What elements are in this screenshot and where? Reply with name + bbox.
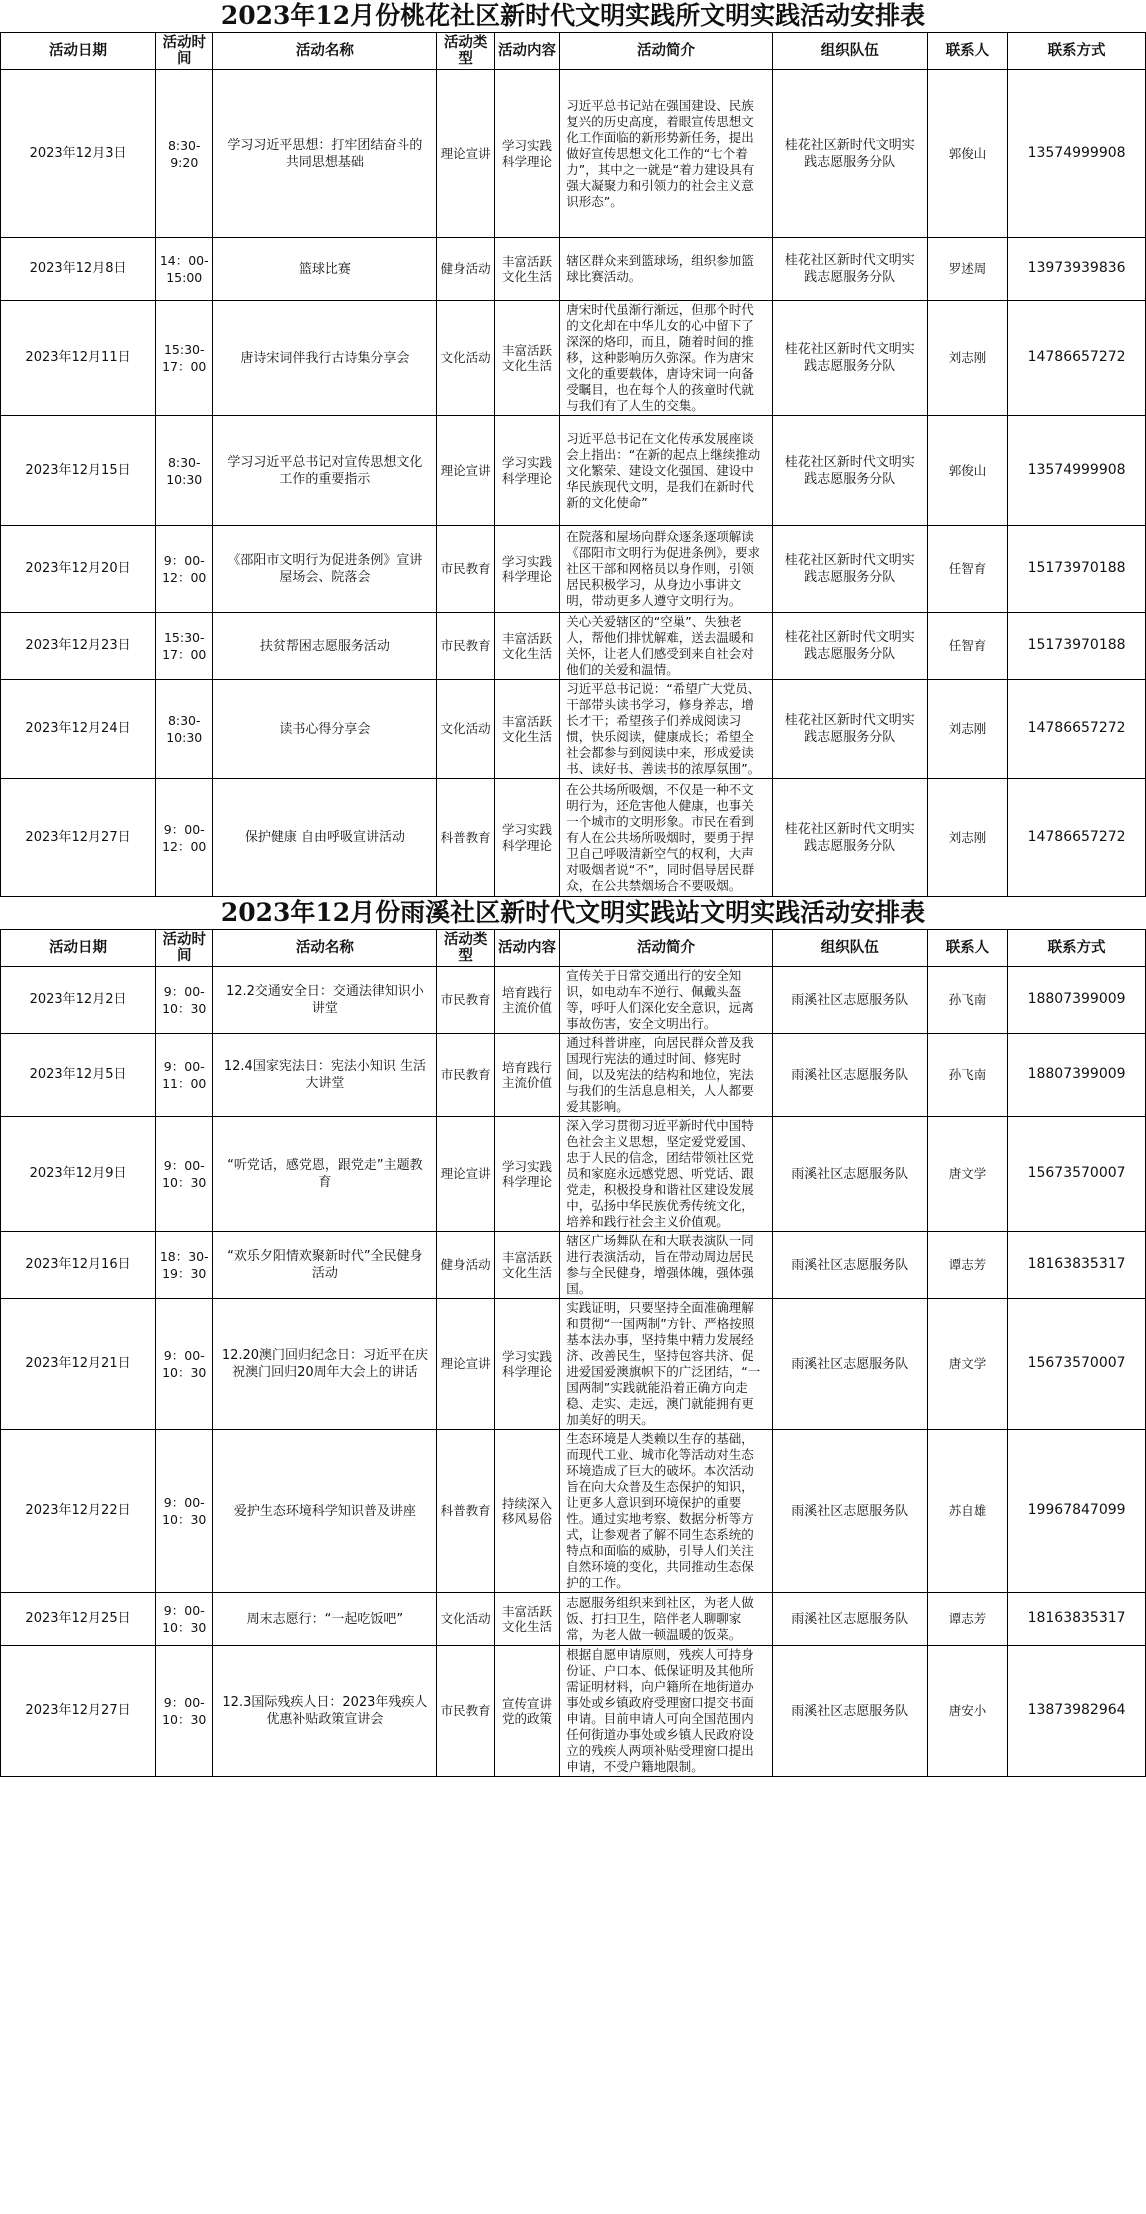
header-row bbox=[1, 33, 1146, 70]
contact-cell: 刘志刚 bbox=[927, 680, 1007, 779]
team-cell: 桂花社区新时代文明实践志愿服务分队 bbox=[772, 238, 927, 301]
intro-cell: 在公共场所吸烟，不仅是一种不文明行为，还危害他人健康，也事关一个城市的文明形象。市民在看到有人在公共场所吸烟时，要勇于捍卫自己呼吸清新空气的权利，大声对吸烟者说“不”，同时倡导居民群众，在公共禁烟场合不要吸烟。 bbox=[560, 779, 772, 897]
phone-cell: 15173970188 bbox=[1008, 613, 1146, 680]
contact-cell: 刘志刚 bbox=[927, 779, 1007, 897]
date-cell: 2023年12月27日 bbox=[1, 1646, 156, 1777]
table-title: 2023年12月份雨溪社区新时代文明实践站文明实践活动安排表 bbox=[220, 898, 926, 927]
team-cell: 雨溪社区志愿服务队 bbox=[772, 1299, 927, 1430]
time-cell: 9：00-10：30 bbox=[156, 1299, 213, 1430]
time-cell: 8:30-10:30 bbox=[156, 680, 213, 779]
table-row bbox=[1, 1299, 1146, 1430]
time-cell: 9：00-11：00 bbox=[156, 1034, 213, 1117]
time-cell: 14：00-15:00 bbox=[156, 238, 213, 301]
contact-cell: 任智育 bbox=[927, 613, 1007, 680]
content-cell: 持续深入移风易俗 bbox=[494, 1430, 559, 1593]
content-cell: 丰富活跃文化生活 bbox=[494, 680, 559, 779]
table-row bbox=[1, 967, 1146, 1034]
column-header: 活动内容 bbox=[494, 33, 559, 70]
activity-name-cell: 学习习近平总书记对宣传思想文化工作的重要指示 bbox=[213, 416, 437, 526]
column-header: 活动简介 bbox=[560, 930, 772, 967]
content-cell: 培育践行主流价值 bbox=[494, 967, 559, 1034]
time-cell: 9：00-12：00 bbox=[156, 526, 213, 613]
activity-name-cell: 12.20澳门回归纪念日：习近平在庆祝澳门回归20周年大会上的讲话 bbox=[213, 1299, 437, 1430]
content-cell: 培育践行主流价值 bbox=[494, 1034, 559, 1117]
table-row bbox=[1, 1117, 1146, 1232]
table-row bbox=[1, 1430, 1146, 1593]
time-cell: 9：00-10：30 bbox=[156, 1593, 213, 1646]
team-cell: 雨溪社区志愿服务队 bbox=[772, 1034, 927, 1117]
column-header: 活动简介 bbox=[560, 33, 772, 70]
column-header: 联系人 bbox=[927, 33, 1007, 70]
column-header: 活动日期 bbox=[1, 930, 156, 967]
team-cell: 雨溪社区志愿服务队 bbox=[772, 1232, 927, 1299]
content-cell: 丰富活跃文化生活 bbox=[494, 1232, 559, 1299]
column-header: 活动类型 bbox=[437, 33, 494, 70]
table-row bbox=[1, 238, 1146, 301]
table-title: 2023年12月份桃花社区新时代文明实践所文明实践活动安排表 bbox=[220, 1, 926, 30]
date-cell: 2023年12月21日 bbox=[1, 1299, 156, 1430]
time-cell: 15:30-17：00 bbox=[156, 301, 213, 416]
type-cell: 市民教育 bbox=[437, 967, 494, 1034]
contact-cell: 唐文学 bbox=[927, 1299, 1007, 1430]
activity-name-cell: 12.4国家宪法日：宪法小知识 生活大讲堂 bbox=[213, 1034, 437, 1117]
table-row bbox=[1, 779, 1146, 897]
phone-cell: 19967847099 bbox=[1008, 1430, 1146, 1593]
time-cell: 8:30-9:20 bbox=[156, 70, 213, 238]
team-cell: 雨溪社区志愿服务队 bbox=[772, 1430, 927, 1593]
contact-cell: 谭志芳 bbox=[927, 1593, 1007, 1646]
intro-cell: 习近平总书记在文化传承发展座谈会上指出：“在新的起点上继续推动文化繁荣、建设文化强国、建设中华民族现代文明，是我们在新时代新的文化使命” bbox=[560, 416, 772, 526]
column-header: 活动名称 bbox=[213, 930, 437, 967]
phone-cell: 18807399009 bbox=[1008, 1034, 1146, 1117]
intro-cell: 唐宋时代虽渐行渐远，但那个时代的文化却在中华儿女的心中留下了深深的烙印，而且，随着时间的推移，这种影响历久弥深。作为唐宋文化的重要载体，唐诗宋词一向备受瞩目，也在每个人的孩童时代就与我们有了人生的交集。 bbox=[560, 301, 772, 416]
date-cell: 2023年12月15日 bbox=[1, 416, 156, 526]
content-cell: 丰富活跃文化生活 bbox=[494, 301, 559, 416]
activity-name-cell: 《邵阳市文明行为促进条例》宣讲屋场会、院落会 bbox=[213, 526, 437, 613]
activity-name-cell: 周末志愿行：“一起吃饭吧” bbox=[213, 1593, 437, 1646]
column-header: 活动类型 bbox=[437, 930, 494, 967]
phone-cell: 18163835317 bbox=[1008, 1593, 1146, 1646]
activity-name-cell: 扶贫帮困志愿服务活动 bbox=[213, 613, 437, 680]
type-cell: 市民教育 bbox=[437, 1034, 494, 1117]
team-cell: 雨溪社区志愿服务队 bbox=[772, 967, 927, 1034]
phone-cell: 14786657272 bbox=[1008, 301, 1146, 416]
date-cell: 2023年12月23日 bbox=[1, 613, 156, 680]
date-cell: 2023年12月20日 bbox=[1, 526, 156, 613]
date-cell: 2023年12月27日 bbox=[1, 779, 156, 897]
intro-cell: 习近平总书记说：“希望广大党员、干部带头读书学习，修身养志，增长才干；希望孩子们养成阅读习惯，快乐阅读，健康成长；希望全社会都参与到阅读中来，形成爱读书、读好书、善读书的浓厚氛围”。 bbox=[560, 680, 772, 779]
table-row bbox=[1, 416, 1146, 526]
content-cell: 学习实践科学理论 bbox=[494, 1299, 559, 1430]
phone-cell: 13973939836 bbox=[1008, 238, 1146, 301]
contact-cell: 谭志芳 bbox=[927, 1232, 1007, 1299]
time-cell: 8:30-10:30 bbox=[156, 416, 213, 526]
intro-cell: 通过科普讲座，向居民群众普及我国现行宪法的通过时间、修宪时间，以及宪法的结构和地位，宪法与我们的生活息息相关，人人都要爱其影响。 bbox=[560, 1034, 772, 1117]
activity-name-cell: 读书心得分享会 bbox=[213, 680, 437, 779]
type-cell: 健身活动 bbox=[437, 1232, 494, 1299]
type-cell: 文化活动 bbox=[437, 1593, 494, 1646]
type-cell: 科普教育 bbox=[437, 1430, 494, 1593]
contact-cell: 郭俊山 bbox=[927, 416, 1007, 526]
content-cell: 学习实践科学理论 bbox=[494, 416, 559, 526]
column-header: 活动内容 bbox=[494, 930, 559, 967]
type-cell: 市民教育 bbox=[437, 526, 494, 613]
intro-cell: 实践证明，只要坚持全面准确理解和贯彻“一国两制”方针、严格按照基本法办事，坚持集中精力发展经济、改善民生，坚持包容共济、促进爱国爱澳旗帜下的广泛团结，“一国两制”实践就能沿着正确方向走稳、走实、走远，澳门就能拥有更加美好的明天。 bbox=[560, 1299, 772, 1430]
table-row bbox=[1, 526, 1146, 613]
activity-name-cell: 12.3国际残疾人日：2023年残疾人优惠补贴政策宣讲会 bbox=[213, 1646, 437, 1777]
phone-cell: 13574999908 bbox=[1008, 416, 1146, 526]
date-cell: 2023年12月2日 bbox=[1, 967, 156, 1034]
table-row bbox=[1, 613, 1146, 680]
team-cell: 桂花社区新时代文明实践志愿服务分队 bbox=[772, 526, 927, 613]
contact-cell: 刘志刚 bbox=[927, 301, 1007, 416]
type-cell: 科普教育 bbox=[437, 779, 494, 897]
activity-table bbox=[0, 929, 1146, 1777]
team-cell: 雨溪社区志愿服务队 bbox=[772, 1593, 927, 1646]
team-cell: 桂花社区新时代文明实践志愿服务分队 bbox=[772, 680, 927, 779]
intro-cell: 根据自愿申请原则，残疾人可持身份证、户口本、低保证明及其他所需证明材料，向户籍所在地街道办事处或乡镇政府受理窗口提交书面申请。目前申请人可向全国范围内任何街道办事处或乡镇人民政府设立的残疾人两项补贴受理窗口提出申请，不受户籍地限制。 bbox=[560, 1646, 772, 1777]
type-cell: 理论宣讲 bbox=[437, 1299, 494, 1430]
contact-cell: 孙飞南 bbox=[927, 967, 1007, 1034]
date-cell: 2023年12月22日 bbox=[1, 1430, 156, 1593]
content-cell: 学习实践科学理论 bbox=[494, 526, 559, 613]
phone-cell: 14786657272 bbox=[1008, 779, 1146, 897]
activity-name-cell: 12.2交通安全日：交通法律知识小讲堂 bbox=[213, 967, 437, 1034]
phone-cell: 15673570007 bbox=[1008, 1117, 1146, 1232]
date-cell: 2023年12月16日 bbox=[1, 1232, 156, 1299]
column-header: 组织队伍 bbox=[772, 930, 927, 967]
content-cell: 丰富活跃文化生活 bbox=[494, 1593, 559, 1646]
time-cell: 9：00-10：30 bbox=[156, 1646, 213, 1777]
activity-table bbox=[0, 32, 1146, 897]
activity-name-cell: 爱护生态环境科学知识普及讲座 bbox=[213, 1430, 437, 1593]
contact-cell: 郭俊山 bbox=[927, 70, 1007, 238]
table-row bbox=[1, 1232, 1146, 1299]
contact-cell: 唐文学 bbox=[927, 1117, 1007, 1232]
date-cell: 2023年12月5日 bbox=[1, 1034, 156, 1117]
phone-cell: 14786657272 bbox=[1008, 680, 1146, 779]
type-cell: 理论宣讲 bbox=[437, 1117, 494, 1232]
contact-cell: 任智育 bbox=[927, 526, 1007, 613]
table-row bbox=[1, 1034, 1146, 1117]
team-cell: 桂花社区新时代文明实践志愿服务分队 bbox=[772, 779, 927, 897]
contact-cell: 苏自雄 bbox=[927, 1430, 1007, 1593]
phone-cell: 13574999908 bbox=[1008, 70, 1146, 238]
phone-cell: 18163835317 bbox=[1008, 1232, 1146, 1299]
table-row bbox=[1, 1646, 1146, 1777]
date-cell: 2023年12月3日 bbox=[1, 70, 156, 238]
date-cell: 2023年12月8日 bbox=[1, 238, 156, 301]
intro-cell: 关心关爱辖区的“空巢”、失独老人，帮他们排忧解难，送去温暖和关怀，让老人们感受到来自社会对他们的关爱和温情。 bbox=[560, 613, 772, 680]
activity-name-cell: 保护健康 自由呼吸宣讲活动 bbox=[213, 779, 437, 897]
type-cell: 文化活动 bbox=[437, 301, 494, 416]
time-cell: 18：30-19：30 bbox=[156, 1232, 213, 1299]
table-row bbox=[1, 1593, 1146, 1646]
schedule-section-0 bbox=[0, 0, 1146, 897]
team-cell: 桂花社区新时代文明实践志愿服务分队 bbox=[772, 416, 927, 526]
team-cell: 桂花社区新时代文明实践志愿服务分队 bbox=[772, 70, 927, 238]
time-cell: 15:30-17：00 bbox=[156, 613, 213, 680]
table-row bbox=[1, 301, 1146, 416]
type-cell: 文化活动 bbox=[437, 680, 494, 779]
phone-cell: 15673570007 bbox=[1008, 1299, 1146, 1430]
intro-cell: 辖区广场舞队在和大联表演队一同进行表演活动，旨在带动周边居民参与全民健身，增强体魄，强体强国。 bbox=[560, 1232, 772, 1299]
column-header: 活动时间 bbox=[156, 930, 213, 967]
content-cell: 学习实践科学理论 bbox=[494, 779, 559, 897]
type-cell: 市民教育 bbox=[437, 613, 494, 680]
team-cell: 桂花社区新时代文明实践志愿服务分队 bbox=[772, 301, 927, 416]
intro-cell: 生态环境是人类赖以生存的基础，而现代工业、城市化等活动对生态环境造成了巨大的破坏。本次活动旨在向大众普及生态保护的知识，让更多人意识到环境保护的重要性。通过实地考察、数据分析等方式，让参观者了解不同生态系统的特点和面临的威胁，引导人们关注自然环境的变化，共同推动生态保护的工作。 bbox=[560, 1430, 772, 1593]
activity-name-cell: “欢乐夕阳情欢聚新时代”全民健身活动 bbox=[213, 1232, 437, 1299]
column-header: 联系方式 bbox=[1008, 930, 1146, 967]
type-cell: 理论宣讲 bbox=[437, 416, 494, 526]
column-header: 活动时间 bbox=[156, 33, 213, 70]
time-cell: 9：00-10：30 bbox=[156, 967, 213, 1034]
date-cell: 2023年12月24日 bbox=[1, 680, 156, 779]
column-header: 组织队伍 bbox=[772, 33, 927, 70]
contact-cell: 罗述周 bbox=[927, 238, 1007, 301]
column-header: 联系人 bbox=[927, 930, 1007, 967]
time-cell: 9：00-10：30 bbox=[156, 1117, 213, 1232]
time-cell: 9：00-10：30 bbox=[156, 1430, 213, 1593]
date-cell: 2023年12月11日 bbox=[1, 301, 156, 416]
phone-cell: 18807399009 bbox=[1008, 967, 1146, 1034]
activity-name-cell: 学习习近平思想：打牢团结奋斗的共同思想基础 bbox=[213, 70, 437, 238]
intro-cell: 辖区群众来到篮球场，组织参加篮球比赛活动。 bbox=[560, 238, 772, 301]
type-cell: 理论宣讲 bbox=[437, 70, 494, 238]
content-cell: 学习实践科学理论 bbox=[494, 1117, 559, 1232]
activity-name-cell: “听党话，感党恩，跟党走”主题教育 bbox=[213, 1117, 437, 1232]
date-cell: 2023年12月9日 bbox=[1, 1117, 156, 1232]
table-row bbox=[1, 680, 1146, 779]
intro-cell: 志愿服务组织来到社区，为老人做饭、打扫卫生，陪伴老人聊聊家常，为老人做一顿温暖的饭菜。 bbox=[560, 1593, 772, 1646]
date-cell: 2023年12月25日 bbox=[1, 1593, 156, 1646]
time-cell: 9：00-12：00 bbox=[156, 779, 213, 897]
team-cell: 雨溪社区志愿服务队 bbox=[772, 1117, 927, 1232]
intro-cell: 深入学习贯彻习近平新时代中国特色社会主义思想，坚定爱党爱国、忠于人民的信念，团结带领社区党员和家庭永远感党恩、听党话、跟党走，积极投身和谐社区建设发展中，弘扬中华民族优秀传统文化，培养和践行社会主义价值观。 bbox=[560, 1117, 772, 1232]
contact-cell: 孙飞南 bbox=[927, 1034, 1007, 1117]
phone-cell: 13873982964 bbox=[1008, 1646, 1146, 1777]
schedule-section-1 bbox=[0, 897, 1146, 1777]
phone-cell: 15173970188 bbox=[1008, 526, 1146, 613]
intro-cell: 习近平总书记站在强国建设、民族复兴的历史高度，着眼宣传思想文化工作面临的新形势新任务，提出做好宣传思想文化工作的“七个着力”，其中之一就是“着力建设具有强大凝聚力和引领力的社会主义意识形态”。 bbox=[560, 70, 772, 238]
intro-cell: 在院落和屋场向群众逐条逐项解读《邵阳市文明行为促进条例》，要求社区干部和网格员以身作则，引领居民积极学习，从身边小事讲文明，带动更多人遵守文明行为。 bbox=[560, 526, 772, 613]
contact-cell: 唐安小 bbox=[927, 1646, 1007, 1777]
team-cell: 雨溪社区志愿服务队 bbox=[772, 1646, 927, 1777]
column-header: 活动日期 bbox=[1, 33, 156, 70]
activity-name-cell: 篮球比赛 bbox=[213, 238, 437, 301]
content-cell: 宣传宣讲党的政策 bbox=[494, 1646, 559, 1777]
type-cell: 市民教育 bbox=[437, 1646, 494, 1777]
column-header: 活动名称 bbox=[213, 33, 437, 70]
content-cell: 丰富活跃文化生活 bbox=[494, 238, 559, 301]
table-row bbox=[1, 70, 1146, 238]
column-header: 联系方式 bbox=[1008, 33, 1146, 70]
type-cell: 健身活动 bbox=[437, 238, 494, 301]
content-cell: 丰富活跃文化生活 bbox=[494, 613, 559, 680]
content-cell: 学习实践科学理论 bbox=[494, 70, 559, 238]
header-row bbox=[1, 930, 1146, 967]
team-cell: 桂花社区新时代文明实践志愿服务分队 bbox=[772, 613, 927, 680]
intro-cell: 宣传关于日常交通出行的安全知识，如电动车不逆行、佩戴头盔等，呼吁人们深化安全意识，远离事故伤害，安全文明出行。 bbox=[560, 967, 772, 1034]
activity-name-cell: 唐诗宋词伴我行古诗集分享会 bbox=[213, 301, 437, 416]
